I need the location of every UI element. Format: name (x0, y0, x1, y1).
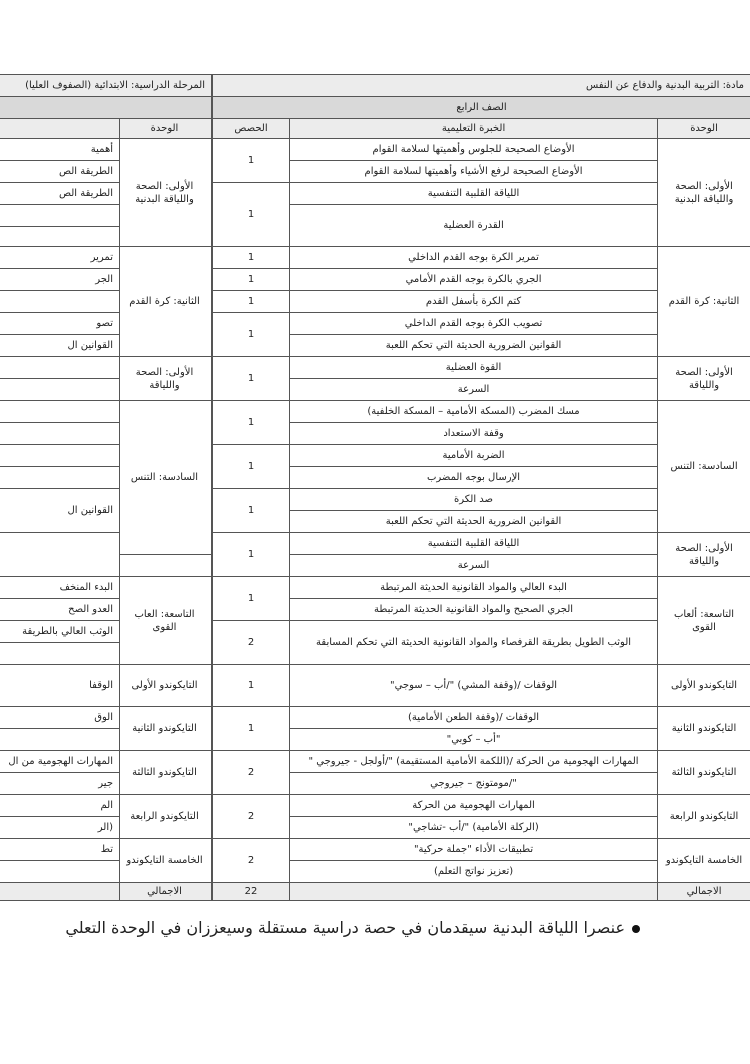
left-unit-cell: التايكوندو الثالثة (120, 751, 212, 795)
stage-title: المرحلة الدراسية: الابتدائية (الصفوف العليا) (0, 75, 212, 97)
periods-cell: 1 (213, 357, 290, 401)
left-col-header-unit: الوحدة (120, 119, 212, 139)
col-header-experience: الخبرة التعليمية (290, 119, 658, 139)
left-unit-cell: التايكوندو الثانية (120, 707, 212, 751)
experience-cell: الضربة الأمامية (290, 445, 658, 467)
left-unit-cell: التايكوندو الرابعة (120, 795, 212, 839)
left-experience-cell (0, 467, 120, 489)
col-header-unit: الوحدة (658, 119, 750, 139)
experience-cell: البدء العالي والمواد القانونية الحديثة المرتبطة (290, 577, 658, 599)
left-experience-cell: تط (0, 839, 120, 861)
periods-cell: 2 (213, 795, 290, 839)
left-experience-cell (0, 861, 120, 883)
experience-cell: كتم الكرة بأسفل القدم (290, 291, 658, 313)
periods-cell: 1 (213, 533, 290, 577)
left-experience-cell: الوق (0, 707, 120, 729)
left-experience-cell: الوقفا (0, 665, 120, 707)
periods-cell: 1 (213, 665, 290, 707)
periods-cell: 1 (213, 577, 290, 621)
experience-cell: صد الكرة (290, 489, 658, 511)
experience-cell: اللياقة القلبية التنفسية (290, 533, 658, 555)
left-experience-cell (0, 445, 120, 467)
left-experience-cell (0, 423, 120, 445)
curriculum-table (212, 74, 750, 901)
unit-cell: الأولى: الصحة واللياقة (658, 357, 750, 401)
periods-cell: 1 (213, 139, 290, 183)
left-experience-cell (0, 291, 120, 313)
experience-cell: السرعة (290, 379, 658, 401)
periods-cell: 1 (213, 291, 290, 313)
left-experience-cell: العدو الصح (0, 599, 120, 621)
left-experience-cell (0, 205, 120, 227)
total-periods: 22 (213, 883, 290, 901)
left-experience-cell: البدء المنخف (0, 577, 120, 599)
experience-cell: المهارات الهجومية من الحركة /(اللكمة الأمامية المستقيمة) "/أولجل - جيروجي " (290, 751, 658, 773)
periods-cell: 1 (213, 269, 290, 291)
unit-cell: الخامسة التايكوندو (658, 839, 750, 883)
bullet-icon (632, 925, 640, 933)
left-experience-cell (0, 379, 120, 401)
left-experience-cell: المهارات الهجومية من ال (0, 751, 120, 773)
left-experience-cell (0, 643, 120, 665)
experience-cell: (تعزيز نواتج التعلم) (290, 861, 658, 883)
experience-cell: تصويب الكرة بوجه القدم الداخلي (290, 313, 658, 335)
left-experience-cell: القوانين ال (0, 489, 120, 533)
experience-cell: الوثب الطويل بطريقة القرفصاء والمواد القانونية الحديثة التي تحكم المسابقة (290, 621, 658, 665)
left-unit-cell: التاسعة: العاب القوى (120, 577, 212, 665)
periods-cell: 1 (213, 489, 290, 533)
left-experience-cell (0, 729, 120, 751)
left-table-clip (0, 74, 212, 934)
left-unit-cell: التايكوندو الأولى (120, 665, 212, 707)
left-unit-cell (0, 533, 120, 577)
experience-cell: الوقفات /(وقفة المشي) "/أب – سوجي" (290, 665, 658, 707)
total-empty (290, 883, 658, 901)
subject-title: مادة: التربية البدنية والدفاع عن النفس (213, 75, 750, 97)
experience-cell: تمرير الكرة بوجه القدم الداخلي (290, 247, 658, 269)
periods-cell: 2 (213, 839, 290, 883)
unit-cell: التايكوندو الأولى (658, 665, 750, 707)
left-total-label: الاجمالي (120, 883, 212, 901)
periods-cell: 1 (213, 183, 290, 247)
periods-cell: 2 (213, 751, 290, 795)
grade-title: الصف الرابع (213, 97, 750, 119)
left-unit-cell: الأولى: الصحة واللياقة (120, 357, 212, 401)
experience-cell: "أب – كوبي" (290, 729, 658, 751)
periods-cell: 1 (213, 401, 290, 445)
experience-cell: القوانين الضرورية الحديثة التي تحكم اللعبة (290, 335, 658, 357)
col-header-periods: الحصص (213, 119, 290, 139)
left-experience-cell: تصو (0, 313, 120, 335)
left-unit-cell: السادسة: التنس (120, 401, 212, 555)
unit-cell: التايكوندو الثانية (658, 707, 750, 751)
left-experience-cell: (الر (0, 817, 120, 839)
left-experience-cell (120, 555, 212, 577)
left-experience-cell: الطريقة الص (0, 183, 120, 205)
unit-cell: الثانية: كرة القدم (658, 247, 750, 357)
experience-cell: القوة العضلية (290, 357, 658, 379)
experience-cell: وقفة الاستعداد (290, 423, 658, 445)
periods-cell: 1 (213, 247, 290, 269)
experience-cell: الإرسال بوجه المضرب (290, 467, 658, 489)
left-unit-cell: الثانية: كرة القدم (120, 247, 212, 357)
unit-cell: السادسة: التنس (658, 401, 750, 533)
left-experience-cell: تمرير (0, 247, 120, 269)
unit-cell: التايكوندو الثالثة (658, 751, 750, 795)
left-unit-cell: الخامسة التايكوندو (120, 839, 212, 883)
unit-cell: الأولى: الصحة واللياقة البدنية (658, 139, 750, 247)
left-experience-cell (0, 227, 120, 247)
experience-cell: السرعة (290, 555, 658, 577)
experience-cell: تطبيقات الأداء "جملة حركية" (290, 839, 658, 861)
left-grade-band (0, 97, 212, 119)
note-text: عنصرا اللياقة البدنية سيقدمان في حصة دراسية مستقلة وسيعززان في الوحدة التعلي (65, 918, 625, 937)
left-experience-cell: الجر (0, 269, 120, 291)
experience-cell: مسك المضرب (المسكة الأمامية – المسكة الخلفية) (290, 401, 658, 423)
experience-cell: الأوضاع الصحيحة للجلوس وأهميتها لسلامة القوام (290, 139, 658, 161)
left-experience-cell: القوانين ال (0, 335, 120, 357)
left-experience-cell: جير (0, 773, 120, 795)
periods-cell: 1 (213, 313, 290, 357)
left-col-header-experience (0, 119, 120, 139)
experience-cell: الأوضاع الصحيحة لرفع الأشياء وأهميتها لسلامة القوام (290, 161, 658, 183)
left-curriculum-table (0, 74, 212, 901)
experience-cell: القوانين الضرورية الحديثة التي تحكم اللعبة (290, 511, 658, 533)
periods-cell: 1 (213, 707, 290, 751)
experience-cell: الجري بالكرة بوجه القدم الأمامي (290, 269, 658, 291)
left-total-empty (0, 883, 120, 901)
experience-cell: "/مومتونج – جيروجي (290, 773, 658, 795)
unit-cell: الأولى: الصحة واللياقة (658, 533, 750, 577)
experience-cell: المهارات الهجومية من الحركة (290, 795, 658, 817)
periods-cell: 2 (213, 621, 290, 665)
experience-cell: الوقفات /(وقفة الطعن الأمامية) (290, 707, 658, 729)
left-experience-cell: الم (0, 795, 120, 817)
experience-cell: اللياقة القلبية التنفسية (290, 183, 658, 205)
unit-cell: التاسعة: ألعاب القوى (658, 577, 750, 665)
unit-cell: التايكوندو الرابعة (658, 795, 750, 839)
total-label: الاجمالي (658, 883, 750, 901)
left-experience-cell (0, 401, 120, 423)
periods-cell: 1 (213, 445, 290, 489)
experience-cell: القدرة العضلية (290, 205, 658, 247)
left-unit-cell: الأولى: الصحة واللياقة البدنية (120, 139, 212, 247)
left-experience-cell: أهمية (0, 139, 120, 161)
left-experience-cell (0, 357, 120, 379)
experience-cell: الجري الصحيح والمواد القانونية الحديثة المرتبطة (290, 599, 658, 621)
experience-cell: (الركلة الأمامية) "/أب -تشاجي" (290, 817, 658, 839)
left-experience-cell: الطريقة الص (0, 161, 120, 183)
left-experience-cell: الوثب العالي بالطريقة (0, 621, 120, 643)
note-clip (0, 912, 625, 948)
